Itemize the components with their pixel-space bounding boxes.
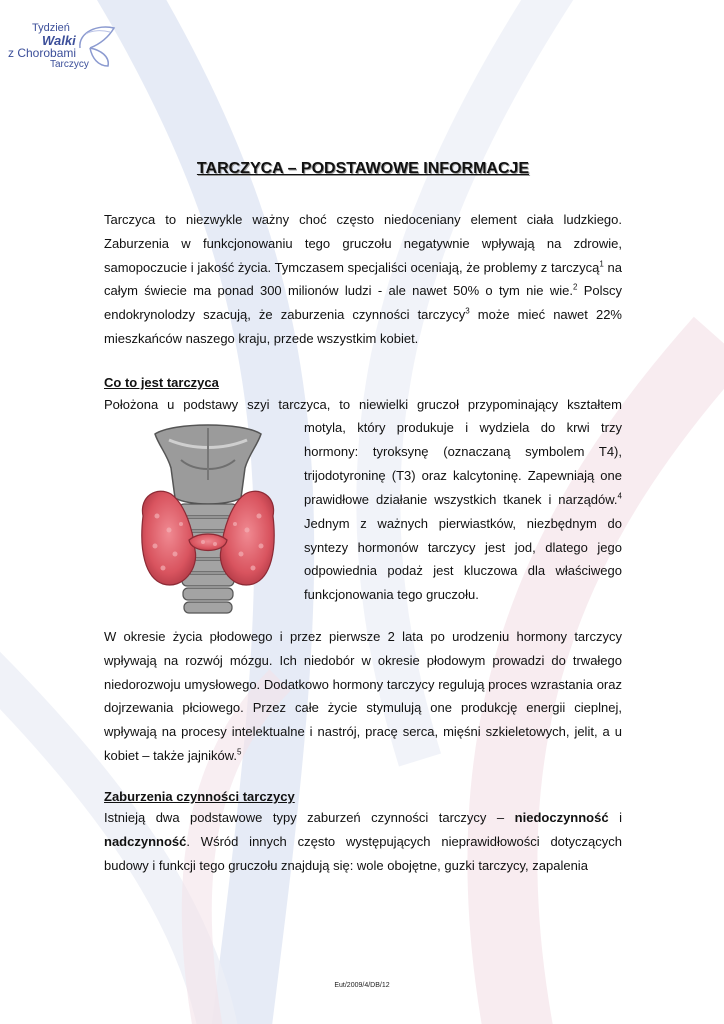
hyperthyroidism-term: nadczynność — [104, 833, 187, 849]
logo-line-2: Walki — [42, 33, 76, 48]
footnote-ref-5: 5 — [236, 747, 242, 757]
thyroid-illustration — [133, 420, 283, 616]
hypothyroidism-term: niedoczynność — [514, 810, 609, 825]
section1-text-1: motyla, który produkuje i wydziela do krwi trzy hormony: tyroksynę (oznaczaną symbolem T4), trijodotyroninę (T3) oraz kalcytoninę. Zapewniają one prawidłowe działanie wszystkich tkanek i narządów. — [304, 420, 622, 507]
disorders-paragraph — [104, 806, 622, 877]
hormones-paragraph — [104, 625, 622, 768]
section1-wrapped-text — [304, 416, 622, 607]
disorders-text-3: . Wśród innych często występujących nieprawidłowości dotyczących budowy i funkcji tego gruczołu znajdują się: wole obojętne, guzki tarczycy, zapalenia — [104, 833, 622, 873]
disorders-text-1: Istnieją dwa podstawowe typy zaburzeń czynności tarczycy – — [104, 810, 515, 825]
intro-text-1: Tarczyca to niezwykle ważny choć często niedoceniany element ciała ludzkiego. Zaburzenia w funkcjonowaniu tego gruczołu negatywnie wpływają na zdrowie, samopoczucie i jakość życia. Tymczasem specjaliści oceniają, że problemy z tarczycą — [104, 212, 622, 275]
hormones-text: W okresie życia płodowego i przez pierwsze 2 lata po urodzeniu hormony tarczycy wpływają na rozwój mózgu. Ich niedobór w okresie płodowym prowadzi do trwałego niedorozwoju umysłowego. Dodatkowo hormony tarczycy regulują proces wzrastania oraz dojrzewania płciowego. Przez całe życie stymulują one produkcję energii cieplnej, wpływają na procesy intelektualne i nastrój, pracę serca, mięśni szkieletowych, jelit, a u kobiet – także jajników. — [104, 629, 622, 763]
organization-logo — [2, 22, 118, 72]
logo-line-3: z Chorobami — [8, 46, 77, 60]
intro-text-4: może mieć nawet 22% mieszkańców naszego kraju, przede wszystkim kobiet. — [104, 307, 622, 346]
logo-line-4: Tarczycy — [50, 59, 89, 70]
intro-paragraph — [104, 208, 622, 351]
section1-first-line: Położona u podstawy szyi tarczyca, to niewielki gruczoł przypominający kształtem — [104, 397, 622, 412]
disorders-text-2: i — [608, 810, 622, 825]
footnote-ref-2: 2 — [572, 283, 578, 293]
section1-text-2: Jednym z ważnych pierwiastków, niezbędnym do syntezy hormonów tarczycy jest jod, dlatego jego odpowiednia podaż jest kluczowa dla właściwego funkcjonowania tego gruczołu. — [304, 515, 622, 603]
footnote-ref-3: 3 — [465, 306, 470, 316]
footnote-ref-1: 1 — [599, 259, 604, 269]
section-heading-thyroid-disorders: Zaburzenia czynności tarczycy — [104, 789, 295, 804]
intro-text-3: Polscy endokrynolodzy szacują, że zaburzenia czynności tarczycy — [104, 283, 622, 323]
logo-line-1: Tydzień — [32, 22, 70, 34]
footnote-ref-4: 4 — [617, 491, 622, 501]
section-heading-what-is-thyroid: Co to jest tarczyca — [104, 375, 219, 390]
intro-text-2: na całym świecie ma ponad 300 milionów ludzi - ale nawet 50% o tym nie wie. — [104, 259, 623, 299]
page-title: TARCZYCA – PODSTAWOWE INFORMACJE — [196, 160, 530, 177]
document-reference-code: Eut/2009/4/DB/12 — [334, 982, 390, 989]
